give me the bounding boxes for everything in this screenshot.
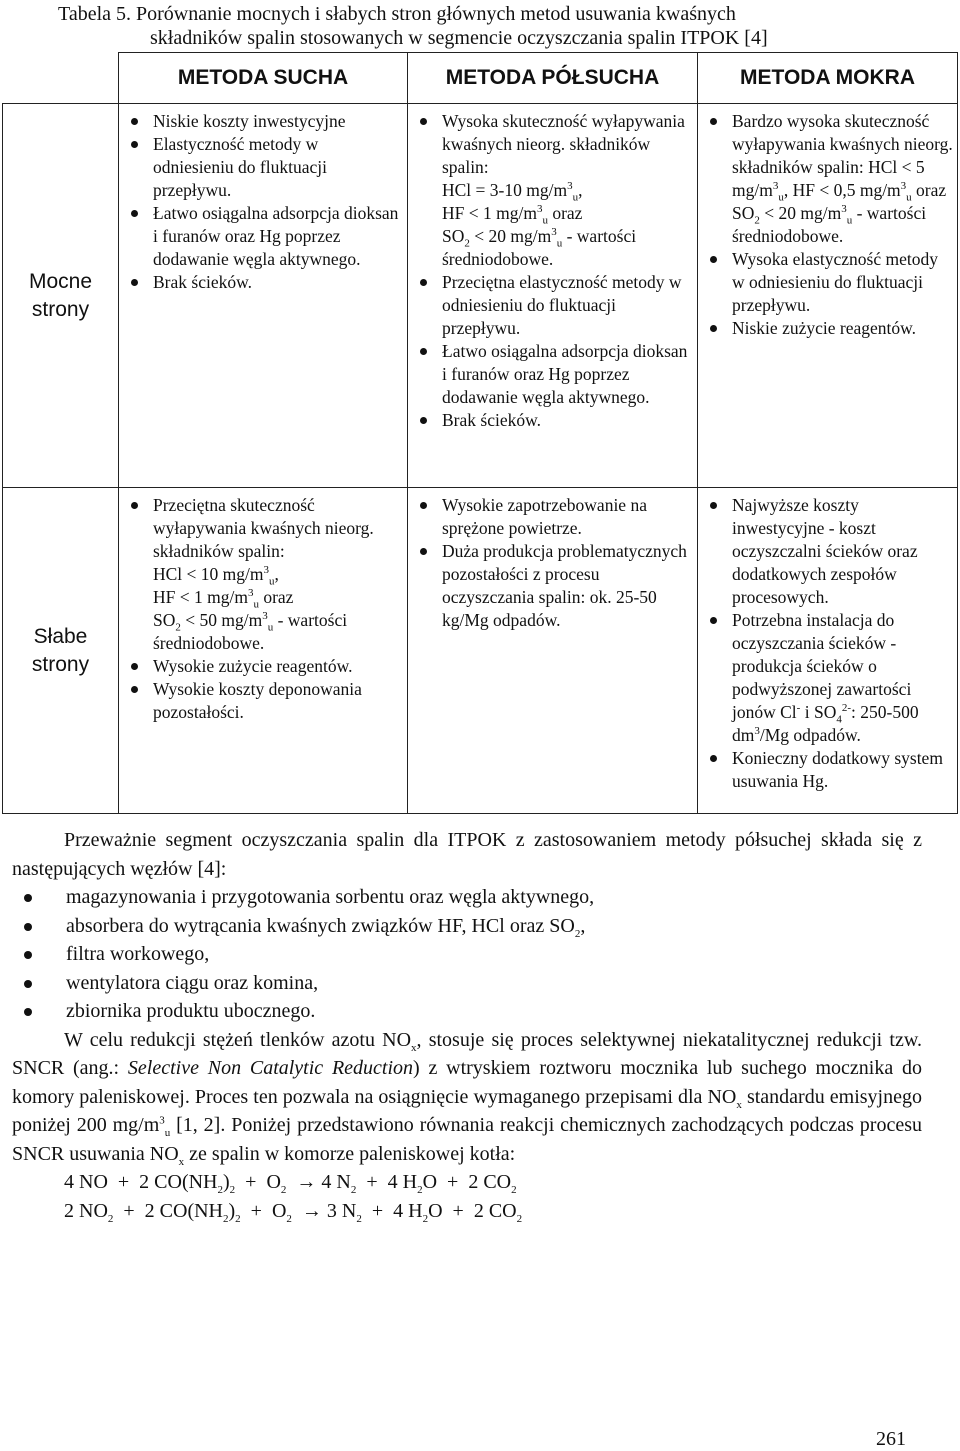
list-item: Wysoka elastyczność metody w odniesieniu do fluktuacji przepływu. (698, 248, 953, 317)
list-item: zbiornika produktu ubocznego. (12, 997, 922, 1026)
list-item: Brak ścieków. (408, 409, 693, 432)
list-item: Bardzo wysoka skuteczność wyłapywania kwaśnych nieorg. składników spalin: HCl < 5 $mg/m^3_u$, HF < 0,5 $mg/m^3_u$ oraz $SO_2 < 20$ $mg/m^3_u$ - wartości średniodobowe. (698, 110, 953, 248)
list-item: absorbera do wytrącania kwaśnych związków HF, HCl oraz $SO_2$, (12, 912, 922, 941)
list-item: wentylatora ciągu oraz komina, (12, 969, 922, 998)
equation-2: 2 $NO_2 + 2$ $CO(NH_2)_2 + O_2 \to 3$ $N_2 + 4$ $H_2O + 2$ $CO_2$ (64, 1199, 523, 1225)
list-item: Łatwo osiągalna adsorpcja dioksan i furanów oraz Hg poprzez dodawanie węgla aktywnego. (408, 340, 693, 409)
list-item: Duża produkcja problematycznych pozostałości z procesu oczyszczania spalin: ok. 25-50 kg/Mg odpadów. (408, 540, 693, 632)
cell-strong-wet (698, 104, 958, 488)
list-item: Potrzebna instalacja do oczyszczania ścieków - produkcja ścieków o podwyższonej zawartości jonów Cl- i $SO_4^{2-}$: 250-500 $dm^3/Mg$ odpadów. (698, 609, 953, 747)
list-item: Niskie zużycie reagentów. (698, 317, 953, 340)
list-item: Wysokie zużycie reagentów. (119, 655, 403, 678)
body-text (12, 826, 922, 1225)
list-item: magazynowania i przygotowania sorbentu oraz węgla aktywnego, (12, 883, 922, 912)
caption-line-1: Tabela 5. Porównanie mocnych i słabych stron głównych metod usuwania kwaśnych (58, 3, 736, 25)
list-item: Wysoka skuteczność wyłapywania kwaśnych nieorg. składników spalin: HCl = 3-10 $mg/m^3_u$, HF < 1 $mg/m^3_u$ oraz $SO_2 < 20$ $mg/m^3_u$ - wartości średniodobowe. (408, 110, 693, 271)
header-wet: METODA MOKRA (698, 53, 958, 104)
caption-line-2: składników spalin stosowanych w segmencie oczyszczania spalin ITPOK [4] (150, 27, 768, 49)
cell-weak-dry (119, 488, 408, 814)
cell-strong-semi (408, 104, 698, 488)
list-item: Konieczny dodatkowy system usuwania Hg. (698, 747, 953, 793)
header-dry: METODA SUCHA (119, 53, 408, 104)
list-item: Przeciętna skuteczność wyłapywania kwaśnych nieorg. składników spalin: HCl < 10 $mg/m^3_u$, HF < 1 $mg/m^3_u$ oraz $SO_2 < 50$ $mg/m^3_u$ - wartości średniodobowe. (119, 494, 403, 655)
list-item: Elastyczność metody w odniesieniu do fluktuacji przepływu. (119, 133, 403, 202)
list-item: Brak ścieków. (119, 271, 403, 294)
list-item: Przeciętna elastyczność metody w odniesieniu do fluktuacji przepływu. (408, 271, 693, 340)
comparison-table (2, 52, 958, 814)
list-item: filtra workowego, (12, 940, 922, 969)
equation-1: 4 NO + 2 $CO(NH_2)_2 + O_2 \to 4$ $N_2 + 4$ $H_2O + 2$ $CO_2$ (64, 1171, 517, 1196)
page-number: 261 (876, 1428, 906, 1450)
table-caption (58, 2, 958, 50)
row-label-weak: Słabe strony (3, 488, 119, 814)
list-item: Najwyższe koszty inwestycyjne - koszt oczyszczalni ścieków oraz dodatkowych zespołów procesowych. (698, 494, 953, 609)
list-item: Niskie koszty inwestycyjne (119, 110, 403, 133)
corner-cell (3, 53, 119, 104)
cell-weak-wet (698, 488, 958, 814)
list-item: Wysokie zapotrzebowanie na sprężone powietrze. (408, 494, 693, 540)
list-item: Wysokie koszty deponowania pozostałości. (119, 678, 403, 724)
row-label-strong: Mocne strony (3, 104, 119, 488)
paragraph-2: W celu redukcji stężeń tlenków azotu $NO_x$, stosuje się proces selektywnej niekatalitycznej redukcji tzw. SNCR (ang.: Selective Non Catalytic Reduction) z wtryskiem roztworu mocznika lub suchego mocznika do komory paleniskowej. Proces ten pozwala na osiągnięcie wymaganego przepisami dla $NO_x$ standardu emisyjnego poniżej 200 $mg/m^3_u$ [1, 2]. Poniżej przedstawiono równania reakcji chemicznych zachodzących podczas procesu SNCR usuwania $NO_x$ ze spalin w komorze paleniskowej kotła: (12, 1028, 923, 1168)
header-semi: METODA PÓŁSUCHA (408, 53, 698, 104)
cell-strong-dry (119, 104, 408, 488)
list-item: Łatwo osiągalna adsorpcja dioksan i furanów oraz Hg poprzez dodawanie węgla aktywnego. (119, 202, 403, 271)
node-list (12, 883, 922, 1026)
paragraph-1: Przeważnie segment oczyszczania spalin dla ITPOK z zastosowaniem metody półsuchej składa się z następujących węzłów [4]: (12, 829, 922, 880)
cell-weak-semi (408, 488, 698, 814)
